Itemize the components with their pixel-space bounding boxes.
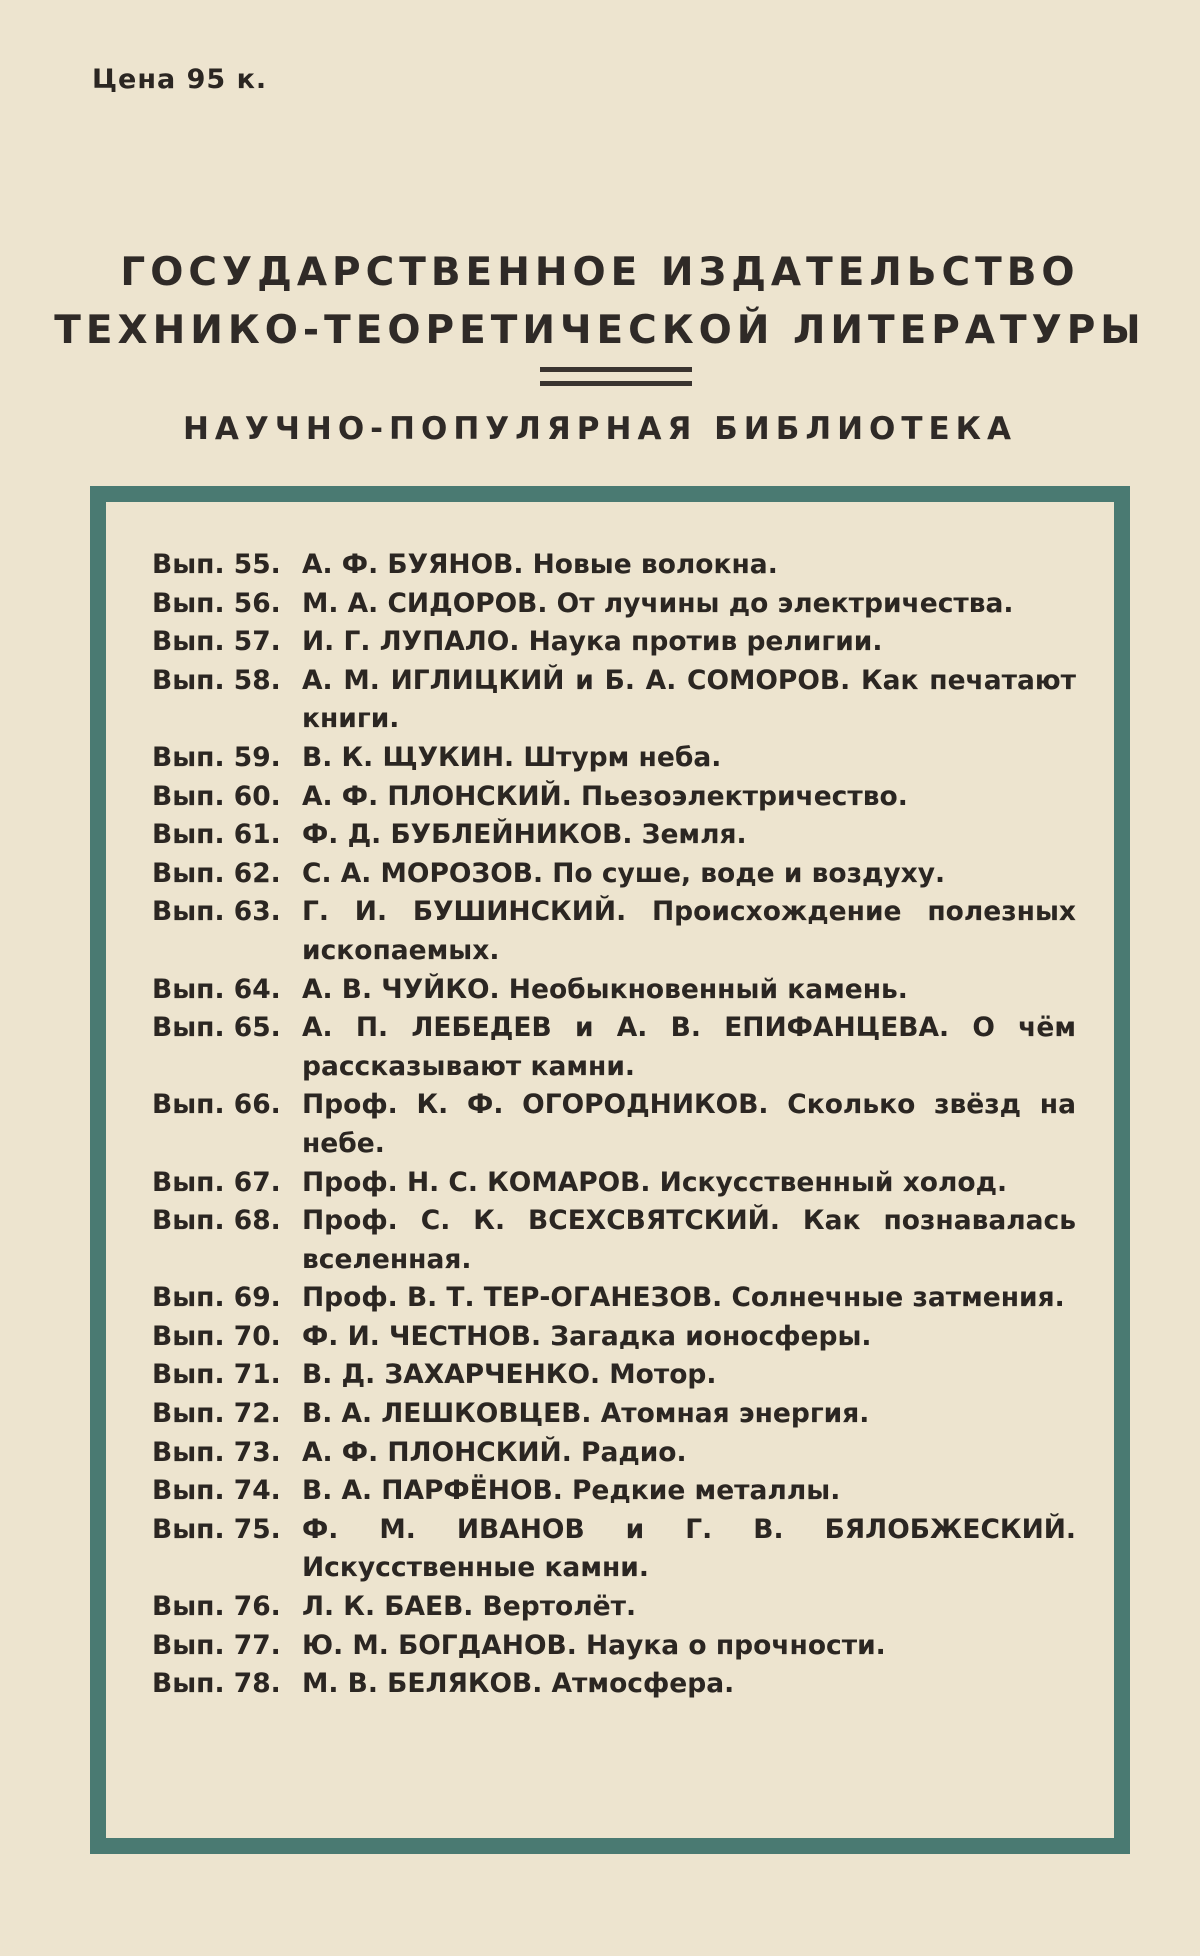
issue-title: Ф. Д. БУБЛЕЙНИКОВ. Земля.: [302, 819, 747, 851]
list-item: [152, 971, 1076, 1010]
list-item: [152, 1665, 1076, 1704]
issue-title: Г. И. БУШИНСКИЙ. Происхождение полезных ископаемых.: [302, 896, 1076, 966]
list-item: [152, 855, 1076, 894]
list-item: [152, 739, 1076, 778]
price-label: Цена 95 к.: [92, 64, 268, 95]
issue-title: И. Г. ЛУПАЛО. Наука против религии.: [302, 626, 883, 658]
issue-number: Вып. 73.: [152, 1436, 281, 1468]
issue-title: Проф. С. К. ВСЕХСВЯТСКИЙ. Как познавалась вселенная.: [302, 1205, 1076, 1275]
list-item: [152, 1627, 1076, 1666]
issue-number: Вып. 58.: [152, 664, 281, 696]
issue-title: А. Ф. ПЛОНСКИЙ. Радио.: [302, 1436, 687, 1468]
list-item: [152, 1356, 1076, 1395]
issue-number: Вып. 65.: [152, 1012, 281, 1044]
list-item: [152, 662, 1076, 739]
double-rule-bottom: [540, 381, 692, 386]
list-item: [152, 1472, 1076, 1511]
issue-title: А. П. ЛЕБЕДЕВ и А. В. ЕПИФАНЦЕВА. О чём рассказывают камни.: [302, 1012, 1076, 1082]
issue-number: Вып. 57.: [152, 626, 281, 658]
issue-number: Вып. 63.: [152, 896, 281, 928]
issue-title: Ф. М. ИВАНОВ и Г. В. БЯЛОБЖЕСКИЙ. Искусственные камни.: [302, 1513, 1076, 1584]
list-item: [152, 1009, 1076, 1086]
series-title: НАУЧНО-ПОПУЛЯРНАЯ БИБЛИОТЕКА: [182, 411, 1018, 447]
issue-title: А. Ф. ПЛОНСКИЙ. Пьезоэлектричество.: [302, 780, 908, 812]
list-item: [152, 1395, 1076, 1434]
issue-number: Вып. 72.: [152, 1398, 281, 1430]
issue-number: Вып. 60.: [152, 780, 281, 812]
list-item: [152, 1164, 1076, 1203]
issue-title: Ф. И. ЧЕСТНОВ. Загадка ионосферы.: [302, 1320, 872, 1352]
double-rule-top: [540, 367, 692, 372]
issue-title: Проф. Н. С. КОМАРОВ. Искусственный холод.: [302, 1166, 1008, 1198]
issue-title: Проф. К. Ф. ОГОРОДНИКОВ. Сколько звёзд на небе.: [302, 1089, 1076, 1159]
issue-title: В. А. ПАРФЁНОВ. Редкие металлы.: [302, 1475, 841, 1507]
issue-title: Проф. В. Т. ТЕР-ОГАНЕЗОВ. Солнечные затмения.: [302, 1282, 1065, 1314]
issue-number: Вып. 62.: [152, 857, 281, 889]
issue-number: Вып. 78.: [152, 1668, 281, 1700]
issue-title: М. В. БЕЛЯКОВ. Атмосфера.: [302, 1668, 735, 1700]
list-item: [152, 546, 1076, 585]
issue-title: В. К. ЩУКИН. Штурм неба.: [302, 741, 722, 773]
list-item: [152, 1086, 1076, 1163]
issue-number: Вып. 75.: [152, 1513, 281, 1545]
list-item: [152, 1511, 1076, 1588]
issue-number: Вып. 69.: [152, 1282, 281, 1314]
publisher-name: [0, 244, 1200, 360]
list-item: [152, 1279, 1076, 1318]
issue-number: Вып. 66.: [152, 1089, 281, 1121]
issue-title: А. Ф. БУЯНОВ. Новые волокна.: [302, 549, 778, 580]
list-item: [152, 893, 1076, 970]
issue-number: Вып. 77.: [152, 1629, 281, 1661]
issue-number: Вып. 68.: [152, 1205, 281, 1237]
issue-title: С. А. МОРОЗОВ. По суше, воде и воздуху.: [302, 857, 946, 889]
issue-title: М. А. СИДОРОВ. От лучины до электричества.: [302, 587, 1014, 619]
issue-number: Вып. 55.: [152, 549, 281, 580]
issue-number: Вып. 67.: [152, 1166, 281, 1198]
publisher-line-1: ГОСУДАРСТВЕННОЕ ИЗДАТЕЛЬСТВО: [120, 250, 1080, 295]
list-item: [152, 1202, 1076, 1279]
issue-title: А. В. ЧУЙКО. Необыкновенный камень.: [302, 973, 908, 1005]
issue-number: Вып. 76.: [152, 1591, 281, 1623]
issue-number: Вып. 70.: [152, 1320, 281, 1352]
issue-title: В. Д. ЗАХАРЧЕНКО. Мотор.: [302, 1359, 717, 1391]
list-item: [152, 585, 1076, 624]
list-item: [152, 778, 1076, 817]
issue-number: Вып. 71.: [152, 1359, 281, 1391]
list-item: [152, 623, 1076, 662]
issue-title: В. А. ЛЕШКОВЦЕВ. Атомная энергия.: [302, 1398, 870, 1430]
issue-title: А. М. ИГЛИЦКИЙ и Б. А. СОМОРОВ. Как печатают книги.: [302, 664, 1076, 735]
issue-title: Ю. М. БОГДАНОВ. Наука о прочности.: [302, 1629, 886, 1661]
issue-title: Л. К. БАЕВ. Вертолёт.: [302, 1591, 637, 1623]
issue-number: Вып. 61.: [152, 819, 281, 851]
list-item: [152, 1318, 1076, 1357]
issue-number: Вып. 56.: [152, 587, 281, 619]
issue-number: Вып. 59.: [152, 741, 281, 773]
list-item: [152, 816, 1076, 855]
publisher-line-2: ТЕХНИКО-ТЕОРЕТИЧЕСКОЙ ЛИТЕРАТУРЫ: [54, 308, 1146, 353]
publication-list: [152, 546, 1076, 1704]
issue-number: Вып. 64.: [152, 973, 281, 1005]
list-item: [152, 1434, 1076, 1473]
issue-number: Вып. 74.: [152, 1475, 281, 1507]
list-item: [152, 1588, 1076, 1627]
